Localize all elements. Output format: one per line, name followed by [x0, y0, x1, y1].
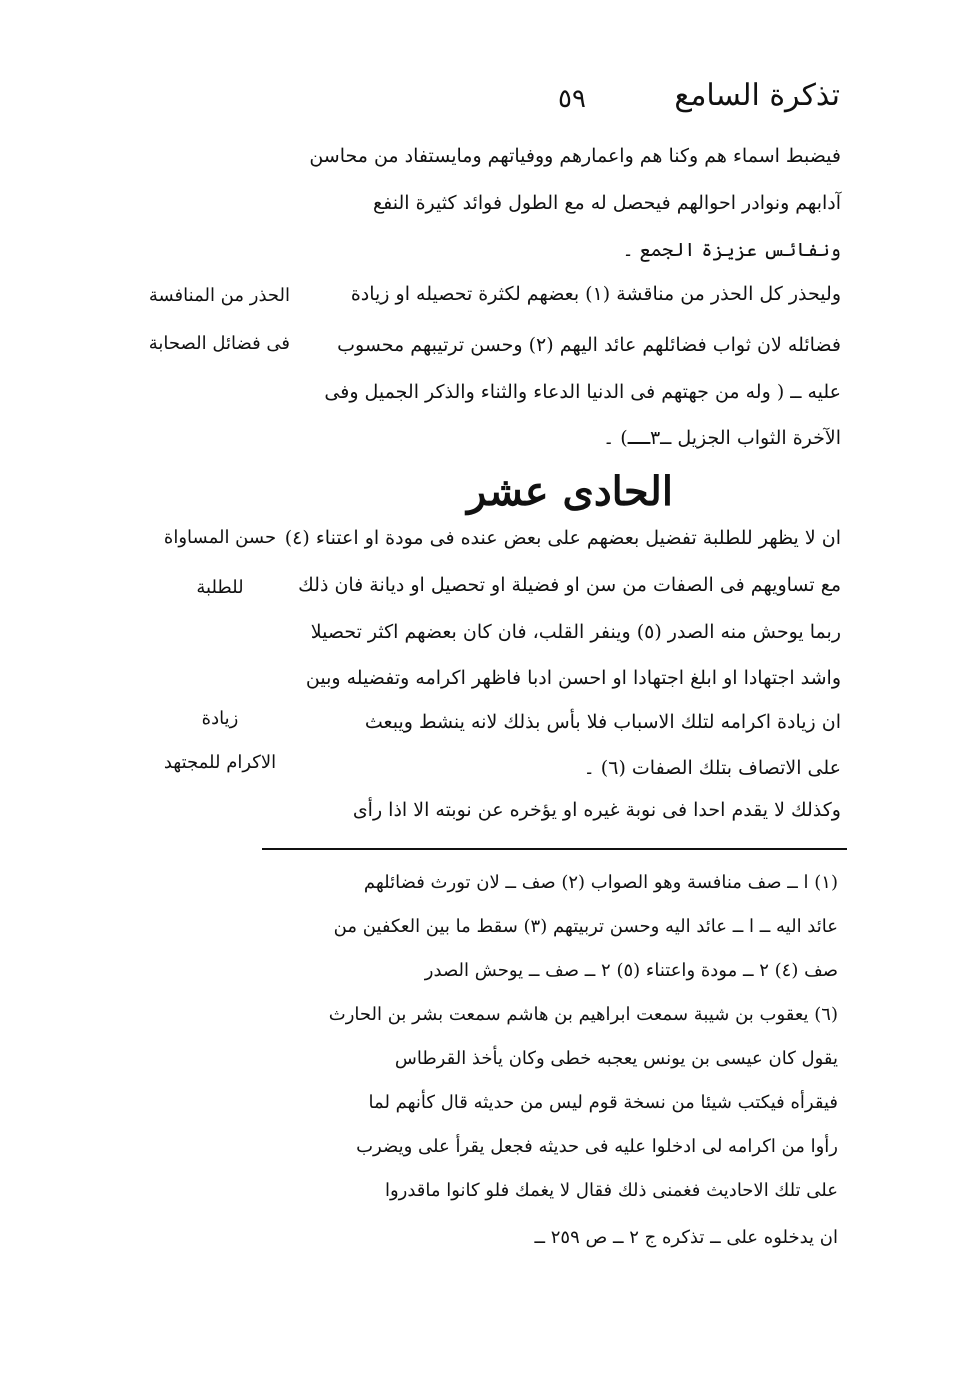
- body-line: على الاتصاف بتلك الصفات (٦) ۔: [583, 757, 841, 779]
- margin-note-equality-line1: حسن المساواة: [163, 527, 277, 548]
- footnote-line: فيقرأه فيكتب شيئا من نسخة قوم ليس من حديثه قال كأنهم لما: [368, 1092, 838, 1113]
- body-line: ان زيادة اكرامه لتلك الاسباب فلا بأس بذلك لانه ينشط ويبعث: [364, 711, 841, 733]
- margin-note-equality-line2: للطلبة: [196, 577, 244, 598]
- footnote-divider: [262, 848, 847, 850]
- body-line: وكذلك لا يقدم احدا فى نوبة غيره او يؤخره عن نوبته الا اذا رأى: [352, 799, 841, 821]
- body-line: واشد اجتهادا او ابلغ اجتهادا او احسن ادبا فاظهر اكرامه وتفضيله وبين: [305, 667, 841, 689]
- footnote-line: (١) ا ــ صف منافسة وهو الصواب (٢) صف ــ لان تورث فضائلهم: [363, 872, 838, 893]
- body-line: ونفائس عزيزة الجمع ۔: [622, 239, 841, 261]
- body-text-top: [296, 145, 841, 455]
- footnote-line: ان يدخلوه على ــ تذكره ج ٢ ــ ص ٢٥٩ ــ: [534, 1227, 838, 1248]
- body-line: فيضبط اسماء هم وكنا هم واعمارهم ووفياتهم ومايستفاد من محاسن: [309, 145, 841, 167]
- body-line: ان لا يظهر للطلبة تفضيل بعضهم على بعض عنده فى مودة او اعتناء (٤): [284, 527, 841, 549]
- footnote-line: عائد اليه ــ ا ــ عائد اليه وحسن تربيتهم (٣) سقط ما بين العكفين من: [333, 916, 838, 937]
- chapter-heading: الحادى عشر: [467, 468, 673, 515]
- footnote-line: رأوا من اكرامه لى ادخلوا عليه فى حديثه فجعل يقرأ على ويضرب: [356, 1136, 838, 1157]
- footnote-line: يقول كان عيسى بن يونس يعجبه خطى وكان يأخذ القرطاس: [394, 1048, 838, 1069]
- margin-note-honor-line1: زيادة: [201, 708, 239, 729]
- body-line: الآخرة الثواب الجزيل ــ٣ــ) ۔: [603, 427, 841, 449]
- footnote-line: على تلك الاحاديث فغمنى ذلك فقال لا يغمك فلو كانوا ماقدروا: [384, 1180, 838, 1201]
- margin-note-competition-line2: فى فضائل الصحابة: [148, 333, 290, 354]
- body-line: آدابهم ونوادر احوالهم فيحصل له مع الطول فوائد كثيرة النفع: [373, 192, 841, 214]
- footnote-line: (٦) يعقوب بن شيبة سمعت ابراهيم بن هاشم سمعت بشر بن الحارث: [328, 1004, 838, 1025]
- margin-note-competition-line1: الحذر من المنافسة: [148, 285, 290, 306]
- page-number: ٥٩: [558, 84, 586, 114]
- footnotes: [293, 872, 838, 1272]
- body-line: وليحذر كل الحذر من مناقشة (١) بعضهم لكثرة تحصيله او زيادة: [350, 283, 841, 305]
- body-line: عليه ــ ( وله من جهتهم فى الدنيا الدعاء والثناء والذكر الجميل وفى: [324, 381, 841, 403]
- running-title: تذكرة السامع: [674, 78, 840, 113]
- body-text-bottom: [284, 527, 841, 827]
- body-line: مع تساويهم فى الصفات من سن او فضيلة او تحصيل او ديانة فان ذلك: [298, 574, 841, 596]
- body-line: ربما يوحش منه الصدر (٥) وينفر القلب، فان كان بعضهم اكثر تحصيلا: [310, 621, 841, 643]
- footnote-line: صف (٤) ٢ ــ مودة واعتناء (٥) ٢ ــ صف ــ يوحش الصدر: [424, 960, 838, 981]
- body-line: فضائله لان ثواب فضائلهم عائد اليهم (٢) وحسن ترتيبهم محسوب: [337, 334, 841, 356]
- margin-note-honor-line2: الاكرام للمجتهد: [163, 752, 277, 773]
- page-header: [300, 78, 840, 128]
